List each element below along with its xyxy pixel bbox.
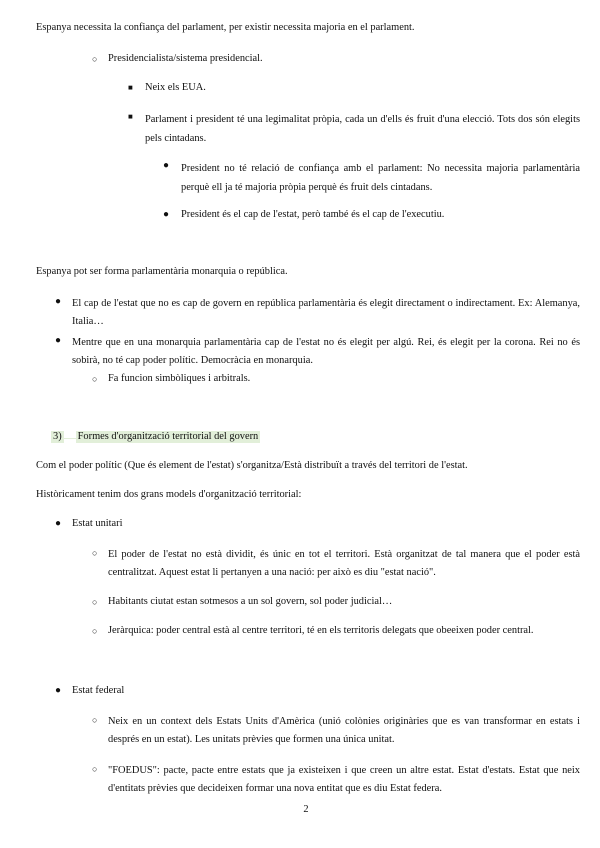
section-title: Formes d'organització territorial del govern (77, 431, 259, 442)
list-item: Jeràrquica: poder central està al centre territori, té en els territoris delegats que obeeixen poder central. (108, 625, 534, 636)
square-bullet-icon: ■ (128, 112, 133, 121)
circle-bullet-icon: ○ (92, 715, 98, 725)
section-number: 3) (53, 431, 62, 442)
circle-bullet-icon: ○ (92, 548, 98, 558)
circle-bullet-icon: ○ (92, 54, 98, 64)
disc-bullet-icon: ● (55, 685, 62, 696)
list-item: President és el cap de l'estat, però també és el cap de l'executiu. (181, 209, 445, 220)
list-item: El poder de l'estat no està dividit, és únic en tot el territori. Està organitzat de tal manera que el poder està centralitzat. Aquest estat li pertanyen a una nació: per això es diu "estat nació". (108, 549, 580, 578)
square-bullet-icon: ■ (128, 83, 133, 92)
estat-federal-title: Estat federal (72, 685, 125, 696)
disc-bullet-icon: ● (163, 209, 170, 220)
list-item: El cap de l'estat que no es cap de govern en república parlamentària és elegit directament o indirectament. Ex: Alemanya, Italia… (72, 298, 580, 327)
list-item: Fa funcion simbòliques i arbitrals. (108, 373, 251, 384)
heading-spacer (64, 438, 76, 439)
disc-bullet-icon: ● (163, 160, 170, 171)
list-item: "FOEDUS": pacte, pacte entre estats que ja existeixen i que creen un altre estat. Estat d'estats. Estat que neix d'entitats prèvies que decideixen formar una nova entitat que es diu Estat federa. (108, 765, 580, 794)
list-item: Habitants ciutat estan sotmesos a un sol govern, sol poder judicial… (108, 596, 393, 607)
page-number: 2 (303, 804, 309, 815)
estat-unitari-title: Estat unitari (72, 518, 123, 529)
list-item: President no té relació de confiança amb el parlament: No necessita majoria parlamentària perquè ell ja té majoria pròpia perquè és fruit dels cintadans. (181, 163, 580, 193)
list-item: Parlament i president té una legimalitat pròpia, cada un d'ells és fruit d'una elecció. Tots dos són elegits pels cintadans. (145, 114, 580, 144)
circle-bullet-icon: ○ (92, 597, 98, 607)
paragraph-espanya-forma: Espanya pot ser forma parlamentària monarquia o república. (36, 266, 288, 277)
disc-bullet-icon: ● (55, 518, 62, 529)
paragraph-espanya-confianca: Espanya necessita la confiança del parlament, per existir necessita majoria en el parlament. (36, 22, 415, 33)
circle-bullet-icon: ○ (92, 374, 98, 384)
disc-bullet-icon: ● (55, 296, 62, 307)
circle-bullet-icon: ○ (92, 764, 98, 774)
list-item: Neix els EUA. (145, 82, 206, 93)
list-item: Mentre que en una monarquia parlamentària cap de l'estat no és elegit per algú. Rei, és elegit per la corona. Rei no és sobirà, no té cap poder polític. Democràcia en monarquia. (72, 337, 580, 366)
disc-bullet-icon: ● (55, 335, 62, 346)
presidencialista-title: Presidencialista/sistema presidencial. (108, 53, 263, 64)
paragraph-historicament: Històricament tenim dos grans models d'organització territorial: (36, 489, 302, 500)
list-item: Neix en un context dels Estats Units d'Amèrica (unió colònies originàries que es van transformar en estats i després en un estat). Les unitats prèvies que formen una única unitat. (108, 716, 580, 745)
paragraph-poder-politic: Com el poder polític (Que és element de l'estat) s'organitza/Està distribuït a través del territori de l'estat. (36, 460, 468, 471)
section-heading (51, 430, 260, 444)
circle-bullet-icon: ○ (92, 626, 98, 636)
